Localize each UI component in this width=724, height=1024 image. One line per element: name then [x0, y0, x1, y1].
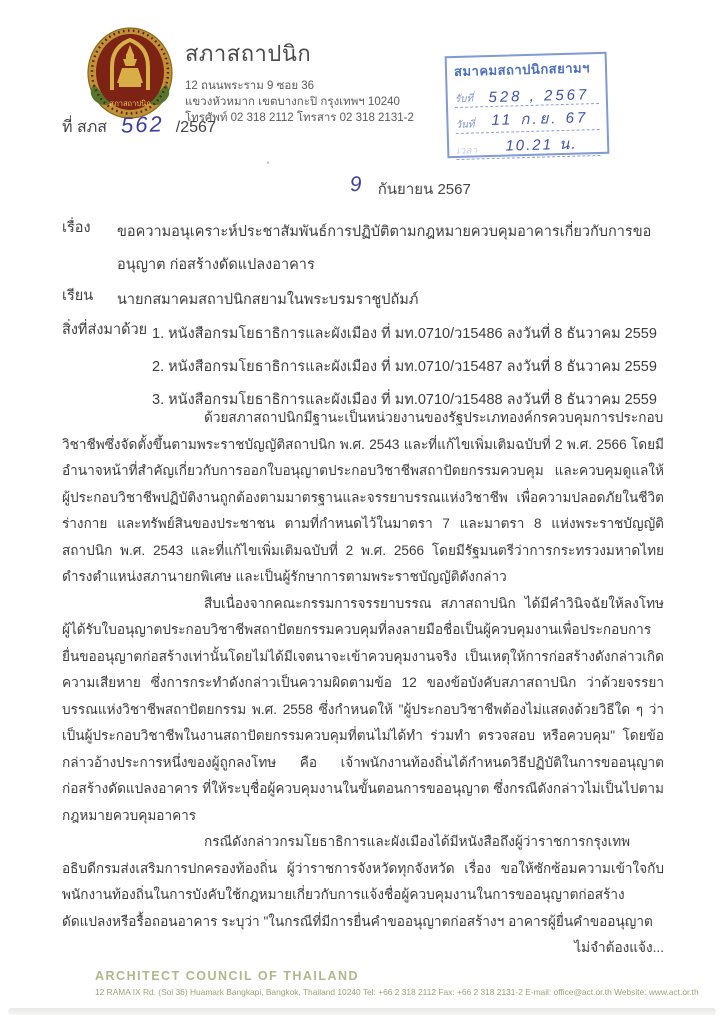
letterhead	[185, 36, 414, 126]
stamp-title: สมาคมสถาปนิกสยามฯ	[453, 60, 591, 80]
recipient-text: นายกสมาคมสถาปนิกสยามในพระบรมราชูปถัมภ์	[117, 292, 419, 308]
stamp-received-label: รับที่	[454, 93, 474, 106]
letter-body	[62, 405, 664, 970]
footer	[95, 969, 715, 997]
page-continuation-marker: ไม่จำต้องแจ้ง...	[574, 940, 664, 955]
date-day-handwritten: 9	[349, 172, 363, 197]
receive-stamp	[445, 52, 610, 158]
reference-line	[62, 112, 216, 140]
body-paragraph-1: ด้วยสภาสถาปนิกมีฐานะเป็นหน่วยงานของรัฐประเภทองค์กรควบคุมการประกอบวิชาชีพซึ่งจัดตั้งขึ้นตามพระราชบัญญัติสถาปนิก พ.ศ. 2543 และที่แก้ไขเพิ่มเติมฉบับที่ 2 พ.ศ. 2566 โดยมีอำนาจหน้าที่สำคัญเกี่ยวกับการออกใบอนุญาตประกอบวิชาชีพสถาปัตยกรรมควบคุม และควบคุมดูแลให้ผู้ประกอบวิชาชีพปฏิบัติงานถูกต้องตามมาตรฐานและจรรยาบรรณแห่งวิชาชีพ เพื่อความปลอดภัยในชีวิต ร่างกาย และทรัพย์สินของประชาชน ตามที่กำหนดไว้ในมาตรา 7 และมาตรา 8 แห่งพระราชบัญญัติสถาปนิก พ.ศ. 2543 และที่แก้ไขเพิ่มเติมฉบับที่ 2 พ.ศ. 2566 โดยมีรัฐมนตรีว่าการกระทรวงมหาดไทยดำรงตำแหน่งสภานายกพิเศษ และเป็นผู้รักษาการตามพระราชบัญญัติดังกล่าว	[62, 410, 664, 584]
reference-number-handwritten: 562	[120, 111, 165, 138]
recipient-field	[62, 284, 666, 317]
attachment-item: 1. หนังสือกรมโยธาธิการและผังเมือง ที่ มท.0710/ว15486 ลงวันที่ 8 ธันวาคม 2559	[152, 326, 657, 342]
attachment-item: 3. หนังสือกรมโยธาธิการและผังเมือง ที่ มท.0710/ว15488 ลงวันที่ 8 ธันวาคม 2559	[152, 392, 657, 408]
recipient-label: เรียน	[62, 288, 94, 304]
attachment-item: 2. หนังสือกรมโยธาธิการและผังเมือง ที่ มท.0710/ว15487 ลงวันที่ 8 ธันวาคม 2559	[152, 359, 657, 375]
stamp-date-label: วันที่	[455, 119, 475, 132]
stamp-date-value: 11 ก.ย. 67	[491, 109, 589, 129]
attachments-label: สิ่งที่ส่งมาด้วย	[62, 322, 148, 338]
emblem-icon	[86, 26, 174, 120]
scan-artifact: '	[267, 160, 270, 172]
org-address-line2: แขวงหัวหมาก เขตบางกะปิ กรุงเทพฯ 10240	[185, 96, 400, 108]
scan-edge-shadow	[8, 1008, 716, 1015]
reference-suffix: /2567	[175, 119, 216, 136]
org-phone-line: โทรศัพท์ 02 318 2112 โทรสาร 02 318 2131-2	[185, 112, 414, 124]
emblem-text: สภาสถาปนิก	[109, 99, 151, 108]
body-paragraph-3: กรณีดังกล่าวกรมโยธาธิการและผังเมืองได้มีหนังสือถึงผู้ว่าราชการกรุงเทพ อธิบดีกรมส่งเสริมการปกครองท้องถิ่น ผู้ว่าราชการจังหวัดทุกจังหวัด เรื่อง ขอให้ซักซ้อมความเข้าใจกับพนักงานท้องถิ่นในการบังคับใช้กฎหมายเกี่ยวกับการแจ้งชื่อผู้ควบคุมงานในการขออนุญาตก่อสร้างดัดแปลงหรือรื้อถอนอาคาร ระบุว่า "ในกรณีที่มีการยื่นคำขออนุญาตก่อสร้างฯ อาคารผู้ยื่นคำขออนุญาต	[62, 834, 664, 929]
subject-label: เรื่อง	[62, 220, 91, 236]
stamp-time-label: เวลา	[456, 145, 478, 157]
body-paragraph-2: สืบเนื่องจากคณะกรรมการจรรยาบรรณ สภาสถาปนิก ได้มีคำวินิจฉัยให้ลงโทษ ผู้ได้รับใบอนุญาตประกอบวิชาชีพสถาปัตยกรรมควบคุมที่ลงลายมือชื่อเป็นผู้ควบคุมงานเพื่อประกอบการยื่นขออนุญาตก่อสร้างเท่านั้นโดยไม่ได้มีเจตนาจะเข้าควบคุมงานจริง เป็นเหตุให้การก่อสร้างดังกล่าวเกิดความเสียหาย ซึ่งการกระทำดังกล่าวเป็นความผิดตามข้อ 12 ของข้อบังคับสภาสถาปนิก ว่าด้วยจรรยาบรรณแห่งวิชาชีพสถาปัตยกรรม พ.ศ. 2558 ซึ่งกำหนดให้ "ผู้ประกอบวิชาชีพต้องไม่แสดงด้วยวิธีใด ๆ ว่าเป็นผู้ประกอบวิชาชีพในงานสถาปัตยกรรมควบคุมที่ตนไม่ได้ทำ ร่วมทำ ตรวจสอบ หรือควบคุม" โดยข้อกล่าวอ้างประการหนึ่งของผู้ถูกลงโทษ คือ เจ้าพนักงานท้องถิ่นได้กำหนดวิธีปฏิบัติในการขออนุญาตก่อสร้างดัดแปลงอาคาร ที่ให้ระบุชื่อผู้ควบคุมงานในขั้นตอนการขออนุญาต ซึ่งกรณีดังกล่าวไม่เป็นไปตามกฎหมายควบคุมอาคาร	[62, 595, 664, 823]
stamp-time-value: 10.21 น.	[505, 135, 578, 155]
date-month-year: กันยายน 2567	[377, 181, 471, 198]
stamp-received-number: 528 , 2567	[488, 86, 590, 107]
subject-text: ขอความอนุเคราะห์ประชาสัมพันธ์การปฏิบัติตามกฎหมายควบคุมอาคารเกี่ยวกับการขออนุญาต ก่อสร้างดัดแปลงอาคาร	[117, 224, 652, 273]
subject-field	[62, 216, 666, 282]
footer-org-name: ARCHITECT COUNCIL OF THAILAND	[95, 969, 360, 983]
org-address-line1: 12 ถนนพระราม 9 ซอย 36	[185, 80, 315, 92]
council-emblem-logo	[86, 26, 174, 120]
reference-prefix: ที่ สภส	[62, 119, 108, 136]
footer-address: 12 RAMA IX Rd. (Soi 36) Huamark Bangkapi, Bangkok, Thailand 10240 Tel: +66 2 318 2112 Fax: +66 2 318 2131-2 E-mail: office@act.or.th Website: www.act.or.th	[95, 987, 699, 997]
org-name: สภาสถาปนิก	[185, 41, 312, 66]
attachments-field	[62, 318, 666, 417]
date-line	[349, 172, 471, 201]
